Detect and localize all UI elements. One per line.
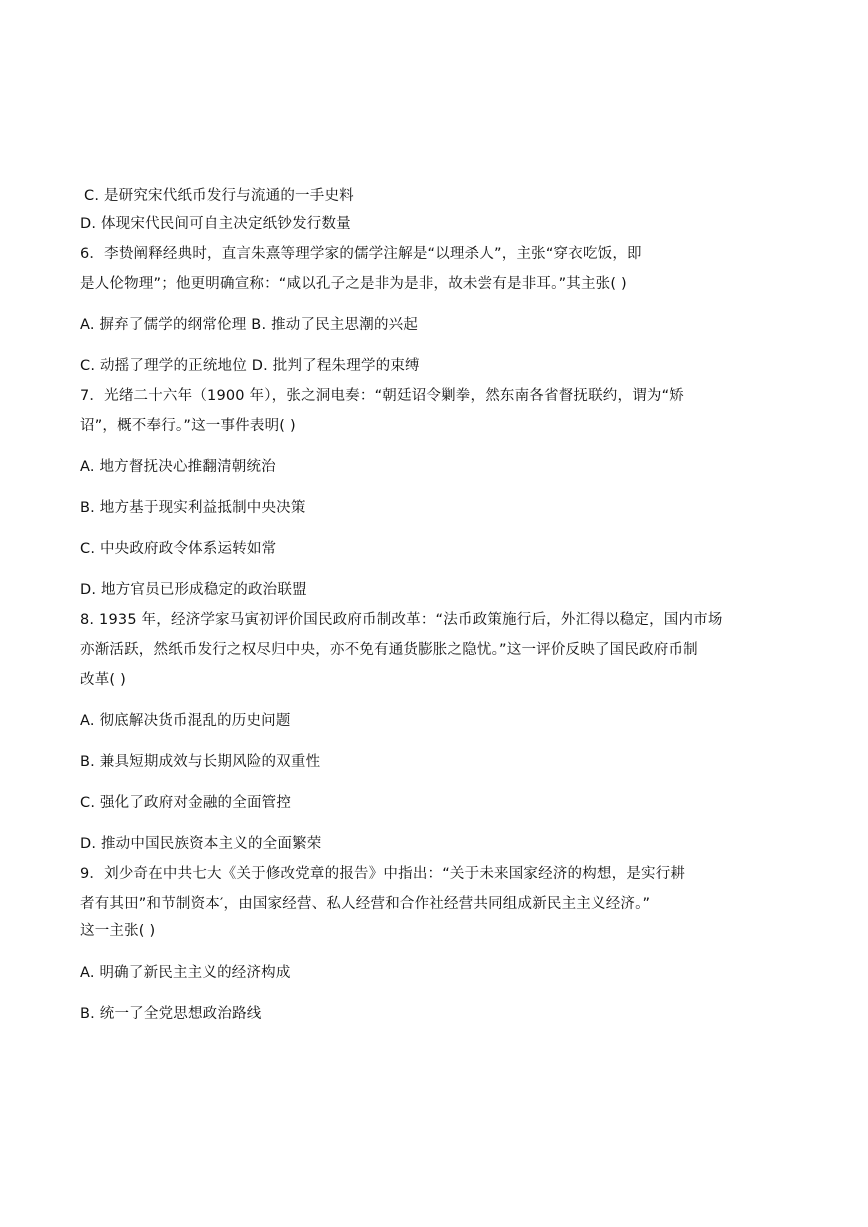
q7-stem-line-1: 7．光绪二十六年（1900 年），张之洞电奏：“朝廷诏令剿拳，然东南各省督抚联约，谓为“矫 [80,388,685,404]
q8-option-d: D. 推动中国民族资本主义的全面繁荣 [80,836,322,852]
q7-option-a: A. 地方督抚决心推翻清朝统治 [80,459,276,475]
q7-option-b: B. 地方基于现实利益抵制中央决策 [80,500,306,516]
q8-option-a: A. 彻底解决货币混乱的历史问题 [80,713,291,729]
q6-option-b: B. 推动了民主思潮的兴起 [251,317,419,333]
q6-option-d: D. 批判了程朱理学的束缚 [251,358,420,374]
q6-option-a: A. 摒弃了儒学的纲常伦理 [80,317,247,333]
q6-options-row-1 [80,315,780,335]
q7-option-c: C. 中央政府政令体系运转如常 [80,541,277,557]
q5-option-c: C. 是研究宋代纸币发行与流通的一手史料 [84,188,354,204]
q8-stem-line-2: 亦渐活跃，然纸币发行之权尽归中央，亦不免有通货膨胀之隐忧。”这一评价反映了国民政府币制 [80,642,698,658]
q6-stem-line-1: 6．李贽阐释经典时，直言朱熹等理学家的儒学注解是“以理杀人”，主张“穿衣吃饭，即 [80,246,642,262]
q5-option-d: D. 体现宋代民间可自主决定纸钞发行数量 [80,216,351,232]
q7-stem-line-2: 诏”，概不奉行。”这一事件表明( ) [80,418,296,434]
q9-option-a: A. 明确了新民主主义的经济构成 [80,965,291,981]
q8-option-c: C. 强化了政府对金融的全面管控 [80,795,292,811]
q8-stem-line-3: 改革( ) [80,672,126,688]
q8-option-b: B. 兼具短期成效与长期风险的双重性 [80,754,321,770]
q6-option-c: C. 动摇了理学的正统地位 [80,358,247,374]
q9-stem-line-1: 9．刘少奇在中共七大《关于修改党章的报告》中指出：“关于未来国家经济的构想，是实行耕 [80,866,686,882]
q7-option-d: D. 地方官员已形成稳定的政治联盟 [80,582,307,598]
q9-stem-line-3: 这一主张( ) [80,923,156,939]
q8-stem-line-1: 8. 1935 年，经济学家马寅初评价国民政府币制改革：“法币政策施行后，外汇得以稳定，国内市场 [80,612,723,628]
q6-options-row-2 [80,356,780,376]
q6-stem-line-2: 是人伦物理”；他更明确宣称：“咸以孔子之是非为是非，故未尝有是非耳。”其主张( ) [80,276,627,292]
q9-stem-line-2: 者有其田”和节制资本′，由国家经营、私人经营和合作社经营共同组成新民主主义经济。” [80,896,651,912]
q9-option-b: B. 统一了全党思想政治路线 [80,1006,262,1022]
